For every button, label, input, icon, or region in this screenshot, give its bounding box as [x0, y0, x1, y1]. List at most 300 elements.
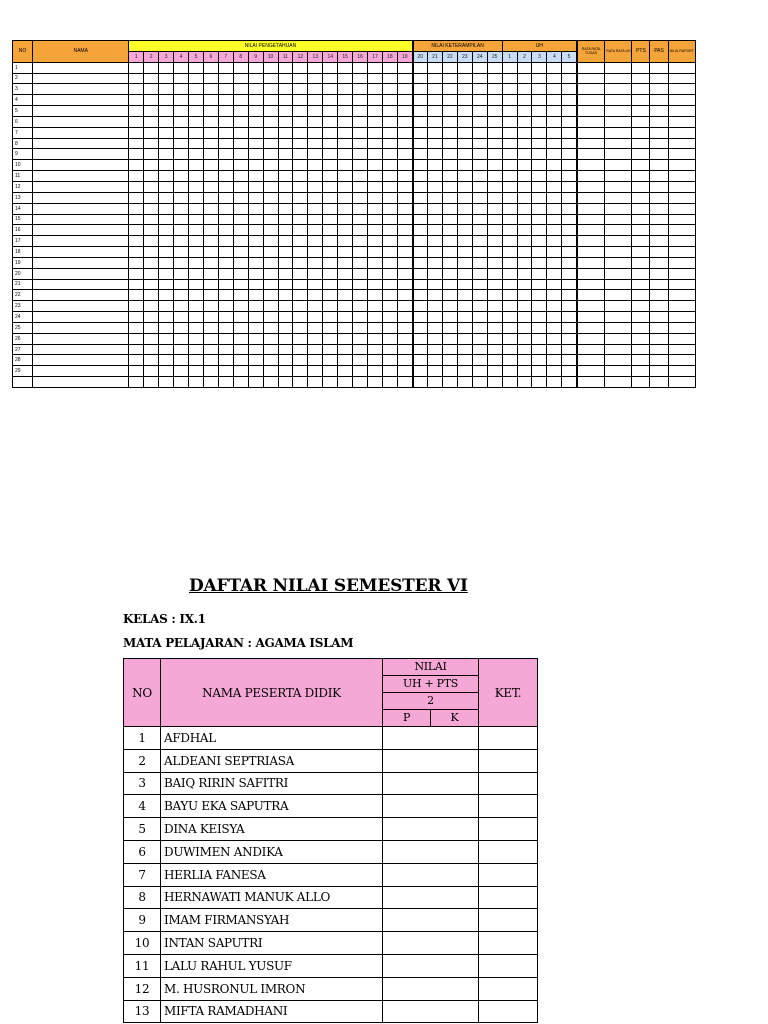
- score-cell[interactable]: [532, 127, 547, 138]
- score-cell[interactable]: [233, 138, 248, 149]
- score-cell[interactable]: [502, 192, 517, 203]
- score-cell[interactable]: [189, 214, 204, 225]
- score-cell[interactable]: [577, 106, 605, 117]
- score-cell[interactable]: [517, 236, 532, 247]
- score-cell[interactable]: [293, 84, 308, 95]
- score-cell[interactable]: [547, 290, 562, 301]
- score-cell[interactable]: [532, 355, 547, 366]
- score-cell[interactable]: [293, 181, 308, 192]
- grade-cell[interactable]: [383, 977, 479, 1000]
- score-cell[interactable]: [502, 344, 517, 355]
- score-cell[interactable]: [368, 171, 383, 182]
- score-cell[interactable]: [218, 247, 233, 258]
- score-cell[interactable]: [218, 301, 233, 312]
- score-cell[interactable]: [278, 127, 293, 138]
- score-cell[interactable]: [368, 181, 383, 192]
- score-cell[interactable]: [547, 333, 562, 344]
- score-cell[interactable]: [413, 106, 428, 117]
- score-cell[interactable]: [293, 236, 308, 247]
- score-cell[interactable]: [144, 301, 159, 312]
- score-cell[interactable]: [218, 312, 233, 323]
- score-cell[interactable]: [547, 247, 562, 258]
- score-cell[interactable]: [263, 301, 278, 312]
- score-cell[interactable]: [218, 290, 233, 301]
- score-cell[interactable]: [562, 214, 577, 225]
- score-cell[interactable]: [502, 73, 517, 84]
- score-cell[interactable]: [278, 322, 293, 333]
- score-cell[interactable]: [353, 95, 368, 106]
- score-cell[interactable]: [532, 333, 547, 344]
- score-cell[interactable]: [129, 301, 144, 312]
- score-cell[interactable]: [368, 268, 383, 279]
- score-cell[interactable]: [174, 192, 189, 203]
- score-cell[interactable]: [442, 257, 457, 268]
- score-cell[interactable]: [562, 106, 577, 117]
- score-cell[interactable]: [605, 247, 632, 258]
- score-cell[interactable]: [472, 192, 487, 203]
- score-cell[interactable]: [263, 257, 278, 268]
- score-cell[interactable]: [413, 127, 428, 138]
- score-cell[interactable]: [338, 149, 353, 160]
- score-cell[interactable]: [203, 73, 218, 84]
- score-cell[interactable]: [487, 366, 502, 377]
- score-cell[interactable]: [338, 344, 353, 355]
- score-cell[interactable]: [487, 84, 502, 95]
- score-cell[interactable]: [605, 84, 632, 95]
- score-cell[interactable]: [517, 160, 532, 171]
- score-cell[interactable]: [532, 279, 547, 290]
- score-cell[interactable]: [562, 62, 577, 73]
- score-cell[interactable]: [218, 116, 233, 127]
- score-cell[interactable]: [278, 116, 293, 127]
- score-cell[interactable]: [368, 366, 383, 377]
- score-cell[interactable]: [547, 236, 562, 247]
- score-cell[interactable]: [144, 160, 159, 171]
- score-cell[interactable]: [413, 171, 428, 182]
- score-cell[interactable]: [650, 84, 668, 95]
- score-cell[interactable]: [413, 95, 428, 106]
- score-cell[interactable]: [189, 181, 204, 192]
- score-cell[interactable]: [293, 257, 308, 268]
- score-cell[interactable]: [233, 257, 248, 268]
- score-cell[interactable]: [428, 322, 443, 333]
- score-cell[interactable]: [33, 160, 129, 171]
- score-cell[interactable]: [278, 355, 293, 366]
- score-cell[interactable]: [532, 116, 547, 127]
- score-cell[interactable]: [487, 73, 502, 84]
- score-cell[interactable]: [577, 160, 605, 171]
- score-cell[interactable]: [487, 138, 502, 149]
- score-cell[interactable]: [632, 344, 650, 355]
- score-cell[interactable]: [144, 225, 159, 236]
- score-cell[interactable]: [218, 149, 233, 160]
- score-cell[interactable]: [442, 127, 457, 138]
- score-cell[interactable]: [293, 268, 308, 279]
- score-cell[interactable]: [547, 138, 562, 149]
- score-cell[interactable]: [293, 214, 308, 225]
- score-cell[interactable]: [278, 149, 293, 160]
- score-cell[interactable]: [487, 95, 502, 106]
- score-cell[interactable]: [203, 171, 218, 182]
- score-cell[interactable]: [248, 257, 263, 268]
- score-cell[interactable]: [189, 138, 204, 149]
- score-cell[interactable]: [263, 333, 278, 344]
- score-cell[interactable]: [502, 95, 517, 106]
- score-cell[interactable]: [650, 301, 668, 312]
- score-cell[interactable]: [517, 355, 532, 366]
- score-cell[interactable]: [457, 214, 472, 225]
- score-cell[interactable]: [562, 225, 577, 236]
- score-cell[interactable]: [263, 290, 278, 301]
- score-cell[interactable]: [323, 312, 338, 323]
- score-cell[interactable]: [472, 355, 487, 366]
- score-cell[interactable]: [632, 95, 650, 106]
- score-cell[interactable]: [577, 95, 605, 106]
- score-cell[interactable]: [159, 192, 174, 203]
- score-cell[interactable]: [308, 149, 323, 160]
- score-cell[interactable]: [632, 214, 650, 225]
- score-cell[interactable]: [129, 192, 144, 203]
- score-cell[interactable]: [368, 192, 383, 203]
- score-cell[interactable]: [457, 171, 472, 182]
- score-cell[interactable]: [428, 116, 443, 127]
- score-cell[interactable]: [159, 279, 174, 290]
- score-cell[interactable]: [577, 236, 605, 247]
- score-cell[interactable]: [33, 73, 129, 84]
- score-cell[interactable]: [368, 322, 383, 333]
- score-cell[interactable]: [632, 247, 650, 258]
- score-cell[interactable]: [472, 106, 487, 117]
- score-cell[interactable]: [174, 160, 189, 171]
- score-cell[interactable]: [397, 127, 412, 138]
- score-cell[interactable]: [33, 366, 129, 377]
- score-cell[interactable]: [353, 301, 368, 312]
- score-cell[interactable]: [650, 116, 668, 127]
- score-cell[interactable]: [308, 95, 323, 106]
- score-cell[interactable]: [174, 377, 189, 388]
- score-cell[interactable]: [562, 203, 577, 214]
- score-cell[interactable]: [382, 116, 397, 127]
- score-cell[interactable]: [457, 333, 472, 344]
- score-cell[interactable]: [368, 225, 383, 236]
- score-cell[interactable]: [650, 225, 668, 236]
- score-cell[interactable]: [353, 149, 368, 160]
- score-cell[interactable]: [547, 214, 562, 225]
- score-cell[interactable]: [397, 84, 412, 95]
- score-cell[interactable]: [562, 322, 577, 333]
- score-cell[interactable]: [308, 214, 323, 225]
- score-cell[interactable]: [457, 84, 472, 95]
- score-cell[interactable]: [159, 225, 174, 236]
- score-cell[interactable]: [457, 322, 472, 333]
- score-cell[interactable]: [293, 203, 308, 214]
- score-cell[interactable]: [33, 333, 129, 344]
- score-cell[interactable]: [159, 268, 174, 279]
- score-cell[interactable]: [129, 62, 144, 73]
- score-cell[interactable]: [413, 377, 428, 388]
- score-cell[interactable]: [668, 247, 695, 258]
- score-cell[interactable]: [293, 279, 308, 290]
- score-cell[interactable]: [502, 214, 517, 225]
- score-cell[interactable]: [174, 322, 189, 333]
- score-cell[interactable]: [632, 127, 650, 138]
- score-cell[interactable]: [129, 171, 144, 182]
- score-cell[interactable]: [263, 138, 278, 149]
- score-cell[interactable]: [248, 333, 263, 344]
- score-cell[interactable]: [547, 181, 562, 192]
- score-cell[interactable]: [218, 214, 233, 225]
- score-cell[interactable]: [442, 344, 457, 355]
- score-cell[interactable]: [278, 377, 293, 388]
- score-cell[interactable]: [174, 225, 189, 236]
- score-cell[interactable]: [668, 257, 695, 268]
- score-cell[interactable]: [472, 181, 487, 192]
- score-cell[interactable]: [218, 95, 233, 106]
- score-cell[interactable]: [650, 95, 668, 106]
- score-cell[interactable]: [33, 214, 129, 225]
- score-cell[interactable]: [368, 290, 383, 301]
- ket-cell[interactable]: [479, 954, 538, 977]
- score-cell[interactable]: [502, 247, 517, 258]
- score-cell[interactable]: [397, 73, 412, 84]
- score-cell[interactable]: [650, 366, 668, 377]
- score-cell[interactable]: [413, 344, 428, 355]
- score-cell[interactable]: [189, 344, 204, 355]
- grade-cell[interactable]: [383, 795, 479, 818]
- score-cell[interactable]: [605, 214, 632, 225]
- score-cell[interactable]: [189, 333, 204, 344]
- score-cell[interactable]: [532, 62, 547, 73]
- score-cell[interactable]: [368, 127, 383, 138]
- score-cell[interactable]: [218, 377, 233, 388]
- ket-cell[interactable]: [479, 840, 538, 863]
- score-cell[interactable]: [502, 160, 517, 171]
- score-cell[interactable]: [174, 236, 189, 247]
- score-cell[interactable]: [263, 116, 278, 127]
- score-cell[interactable]: [144, 181, 159, 192]
- score-cell[interactable]: [413, 138, 428, 149]
- score-cell[interactable]: [650, 181, 668, 192]
- score-cell[interactable]: [174, 116, 189, 127]
- score-cell[interactable]: [382, 344, 397, 355]
- score-cell[interactable]: [382, 301, 397, 312]
- grade-cell[interactable]: [383, 818, 479, 841]
- score-cell[interactable]: [174, 127, 189, 138]
- score-cell[interactable]: [203, 127, 218, 138]
- score-cell[interactable]: [189, 106, 204, 117]
- score-cell[interactable]: [218, 138, 233, 149]
- score-cell[interactable]: [502, 268, 517, 279]
- score-cell[interactable]: [382, 355, 397, 366]
- score-cell[interactable]: [129, 160, 144, 171]
- score-cell[interactable]: [233, 290, 248, 301]
- score-cell[interactable]: [248, 214, 263, 225]
- score-cell[interactable]: [382, 214, 397, 225]
- score-cell[interactable]: [397, 312, 412, 323]
- score-cell[interactable]: [338, 138, 353, 149]
- score-cell[interactable]: [144, 116, 159, 127]
- score-cell[interactable]: [547, 149, 562, 160]
- score-cell[interactable]: [650, 73, 668, 84]
- score-cell[interactable]: [174, 290, 189, 301]
- score-cell[interactable]: [218, 160, 233, 171]
- score-cell[interactable]: [442, 214, 457, 225]
- score-cell[interactable]: [159, 106, 174, 117]
- score-cell[interactable]: [218, 106, 233, 117]
- score-cell[interactable]: [144, 214, 159, 225]
- score-cell[interactable]: [308, 301, 323, 312]
- score-cell[interactable]: [562, 192, 577, 203]
- grade-cell[interactable]: [383, 727, 479, 750]
- score-cell[interactable]: [233, 322, 248, 333]
- score-cell[interactable]: [517, 84, 532, 95]
- score-cell[interactable]: [472, 127, 487, 138]
- score-cell[interactable]: [233, 95, 248, 106]
- score-cell[interactable]: [457, 73, 472, 84]
- score-cell[interactable]: [650, 344, 668, 355]
- score-cell[interactable]: [517, 127, 532, 138]
- score-cell[interactable]: [650, 247, 668, 258]
- score-cell[interactable]: [308, 127, 323, 138]
- score-cell[interactable]: [159, 95, 174, 106]
- score-cell[interactable]: [382, 236, 397, 247]
- score-cell[interactable]: [428, 257, 443, 268]
- score-cell[interactable]: [174, 84, 189, 95]
- score-cell[interactable]: [632, 171, 650, 182]
- score-cell[interactable]: [203, 236, 218, 247]
- score-cell[interactable]: [338, 160, 353, 171]
- score-cell[interactable]: [532, 181, 547, 192]
- score-cell[interactable]: [353, 355, 368, 366]
- grade-cell[interactable]: [383, 863, 479, 886]
- score-cell[interactable]: [532, 192, 547, 203]
- score-cell[interactable]: [382, 160, 397, 171]
- score-cell[interactable]: [278, 106, 293, 117]
- score-cell[interactable]: [33, 236, 129, 247]
- ket-cell[interactable]: [479, 772, 538, 795]
- score-cell[interactable]: [353, 203, 368, 214]
- score-cell[interactable]: [248, 203, 263, 214]
- score-cell[interactable]: [457, 62, 472, 73]
- score-cell[interactable]: [577, 301, 605, 312]
- score-cell[interactable]: [650, 312, 668, 323]
- score-cell[interactable]: [33, 138, 129, 149]
- score-cell[interactable]: [428, 333, 443, 344]
- score-cell[interactable]: [308, 160, 323, 171]
- score-cell[interactable]: [487, 192, 502, 203]
- score-cell[interactable]: [517, 257, 532, 268]
- score-cell[interactable]: [605, 192, 632, 203]
- score-cell[interactable]: [129, 84, 144, 95]
- score-cell[interactable]: [323, 257, 338, 268]
- score-cell[interactable]: [547, 257, 562, 268]
- score-cell[interactable]: [472, 257, 487, 268]
- score-cell[interactable]: [632, 290, 650, 301]
- score-cell[interactable]: [248, 138, 263, 149]
- score-cell[interactable]: [368, 138, 383, 149]
- score-cell[interactable]: [278, 279, 293, 290]
- score-cell[interactable]: [428, 366, 443, 377]
- score-cell[interactable]: [144, 268, 159, 279]
- score-cell[interactable]: [293, 116, 308, 127]
- score-cell[interactable]: [129, 106, 144, 117]
- score-cell[interactable]: [502, 290, 517, 301]
- score-cell[interactable]: [308, 171, 323, 182]
- score-cell[interactable]: [577, 73, 605, 84]
- score-cell[interactable]: [428, 247, 443, 258]
- score-cell[interactable]: [502, 203, 517, 214]
- score-cell[interactable]: [472, 322, 487, 333]
- score-cell[interactable]: [605, 290, 632, 301]
- score-cell[interactable]: [248, 247, 263, 258]
- score-cell[interactable]: [263, 73, 278, 84]
- score-cell[interactable]: [577, 355, 605, 366]
- score-cell[interactable]: [382, 290, 397, 301]
- score-cell[interactable]: [547, 73, 562, 84]
- score-cell[interactable]: [442, 366, 457, 377]
- score-cell[interactable]: [650, 160, 668, 171]
- score-cell[interactable]: [502, 355, 517, 366]
- score-cell[interactable]: [668, 279, 695, 290]
- score-cell[interactable]: [368, 247, 383, 258]
- score-cell[interactable]: [218, 192, 233, 203]
- score-cell[interactable]: [174, 138, 189, 149]
- score-cell[interactable]: [517, 116, 532, 127]
- score-cell[interactable]: [129, 268, 144, 279]
- score-cell[interactable]: [353, 366, 368, 377]
- score-cell[interactable]: [174, 366, 189, 377]
- score-cell[interactable]: [159, 236, 174, 247]
- score-cell[interactable]: [368, 106, 383, 117]
- score-cell[interactable]: [308, 225, 323, 236]
- score-cell[interactable]: [487, 181, 502, 192]
- score-cell[interactable]: [323, 333, 338, 344]
- score-cell[interactable]: [650, 268, 668, 279]
- score-cell[interactable]: [442, 203, 457, 214]
- score-cell[interactable]: [562, 149, 577, 160]
- score-cell[interactable]: [248, 236, 263, 247]
- score-cell[interactable]: [308, 355, 323, 366]
- score-cell[interactable]: [189, 312, 204, 323]
- score-cell[interactable]: [263, 171, 278, 182]
- score-cell[interactable]: [532, 322, 547, 333]
- score-cell[interactable]: [203, 95, 218, 106]
- score-cell[interactable]: [129, 333, 144, 344]
- score-cell[interactable]: [144, 355, 159, 366]
- score-cell[interactable]: [278, 247, 293, 258]
- score-cell[interactable]: [368, 73, 383, 84]
- score-cell[interactable]: [382, 268, 397, 279]
- score-cell[interactable]: [397, 290, 412, 301]
- grade-cell[interactable]: [383, 909, 479, 932]
- score-cell[interactable]: [650, 171, 668, 182]
- score-cell[interactable]: [428, 377, 443, 388]
- score-cell[interactable]: [397, 116, 412, 127]
- score-cell[interactable]: [33, 355, 129, 366]
- score-cell[interactable]: [428, 203, 443, 214]
- score-cell[interactable]: [668, 73, 695, 84]
- score-cell[interactable]: [487, 377, 502, 388]
- score-cell[interactable]: [248, 127, 263, 138]
- score-cell[interactable]: [33, 181, 129, 192]
- score-cell[interactable]: [532, 171, 547, 182]
- score-cell[interactable]: [233, 333, 248, 344]
- score-cell[interactable]: [174, 301, 189, 312]
- score-cell[interactable]: [218, 333, 233, 344]
- score-cell[interactable]: [338, 181, 353, 192]
- score-cell[interactable]: [457, 312, 472, 323]
- score-cell[interactable]: [203, 290, 218, 301]
